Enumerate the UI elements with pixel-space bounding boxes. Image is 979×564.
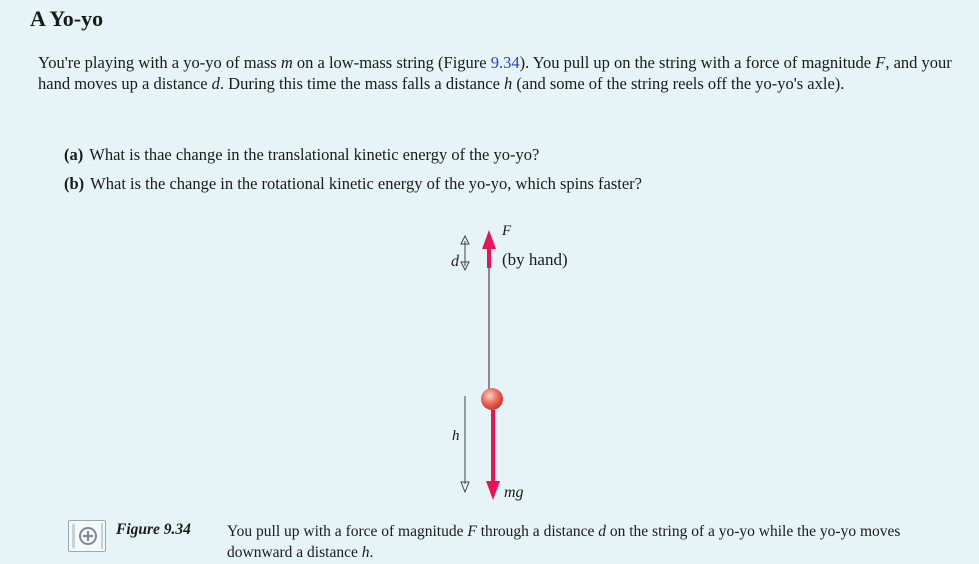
label-f: F — [502, 223, 512, 239]
caption-text: You pull up with a force of magnitude F through a distance d on the string of a yo-yo while the yo-yo moves downward a distance h. — [227, 523, 901, 561]
label-d: d — [451, 253, 459, 270]
question-a: (a) What is thae change in the translational kinetic energy of the yo-yo? — [64, 145, 540, 164]
var-m: m — [280, 53, 293, 72]
force-mg-arrowhead — [486, 481, 500, 500]
problem-title: A Yo-yo — [30, 6, 104, 31]
yo-yo-ball — [481, 388, 503, 410]
label-mg: mg — [504, 484, 524, 501]
label-by-hand: (by hand) — [502, 250, 568, 269]
caption-title: Figure 9.34 — [116, 521, 191, 538]
label-h: h — [452, 428, 460, 444]
zoom-plus-icon[interactable] — [68, 520, 106, 552]
question-b: (b) What is the change in the rotational kinetic energy of the yo-yo, which spins faster? — [64, 174, 642, 193]
force-f-arrowhead — [482, 230, 496, 249]
problem-statement: You're playing with a yo-yo of mass m on a low-mass string (Figure 9.34). You pull up on the string with a force of magnitude F, and your hand moves up a distance d. During this time the mass falls a distance h (and some of the string reels off the yo-yo's axle). — [38, 53, 952, 93]
figure-link[interactable]: 9.34 — [490, 53, 520, 72]
